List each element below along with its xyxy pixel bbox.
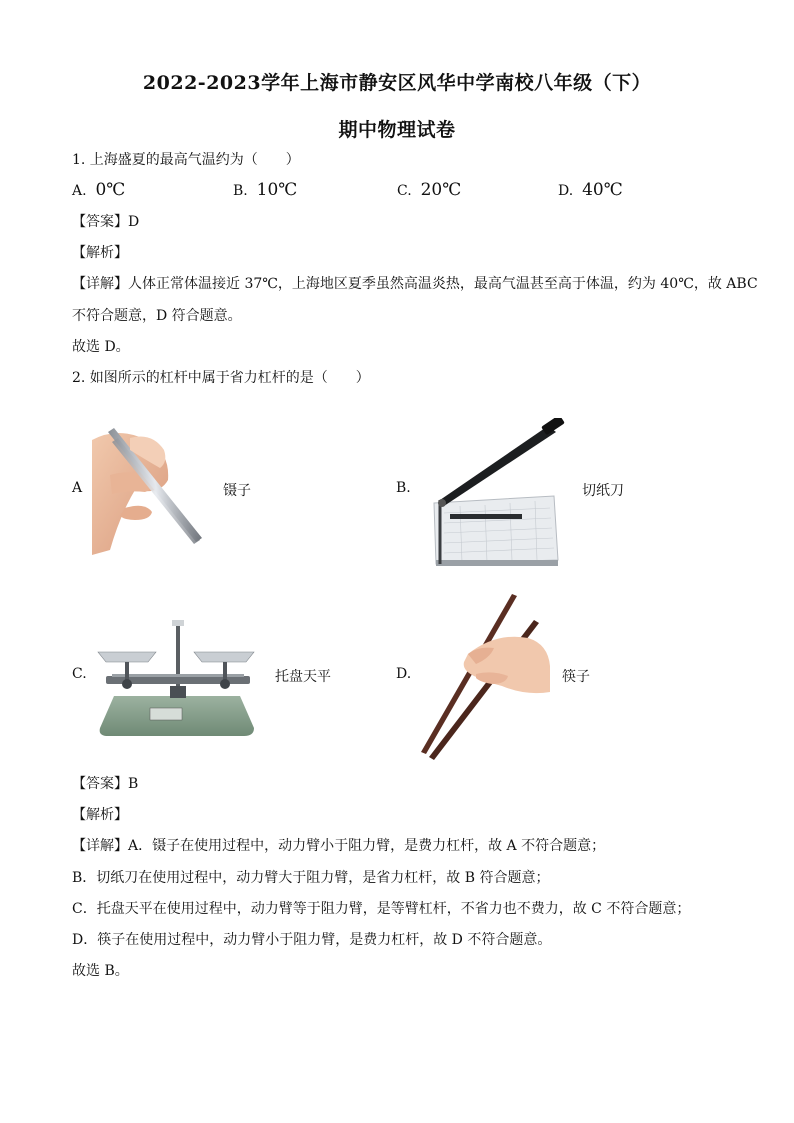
exam-title-line2: 期中物理试卷 xyxy=(338,119,456,141)
q2-option-b-caption: 切纸刀 xyxy=(582,483,624,499)
q1-option-d xyxy=(558,180,623,201)
q1-detail-line2: 不符合题意，D 符合题意。 xyxy=(72,308,242,324)
q2-conclusion: 故选 B。 xyxy=(72,963,129,979)
q2-stem: 2. 如图所示的杠杆中属于省力杠杆的是（ ） xyxy=(72,370,370,386)
q1-option-b xyxy=(233,180,297,201)
paper-cutter-image xyxy=(430,418,568,568)
q2-detail-line1: 【详解】A．镊子在使用过程中，动力臂小于阻力臂，是费力杠杆，故 A 不符合题意； xyxy=(72,838,606,854)
tweezers-image xyxy=(90,420,210,555)
q1-stem: 1. 上海盛夏的最高气温约为（ ） xyxy=(72,152,300,168)
q2-option-d-caption: 筷子 xyxy=(562,669,590,685)
balance-scale-image xyxy=(92,612,262,740)
q2-option-a-letter: A xyxy=(72,480,83,496)
q1-option-b-letter: B. xyxy=(233,183,248,199)
q2-detail-line3: C．托盘天平在使用过程中，动力臂等于阻力臂，是等臂杠杆，不省力也不费力，故 C 不符合题意； xyxy=(72,901,691,917)
q1-option-c-value: 20℃ xyxy=(420,180,462,200)
q1-option-c xyxy=(397,180,461,201)
q1-conclusion: 故选 D。 xyxy=(72,339,130,355)
q2-option-d-letter: D. xyxy=(396,666,412,682)
q1-option-d-letter: D. xyxy=(558,183,574,199)
q1-option-c-letter: C. xyxy=(397,183,412,199)
exam-title-line1: 2022-2023学年上海市静安区风华中学南校八年级（下） xyxy=(142,72,652,94)
q2-option-b-letter: B. xyxy=(396,480,411,496)
q2-detail-line4: D．筷子在使用过程中，动力臂小于阻力臂，是费力杠杆，故 D 不符合题意。 xyxy=(72,932,552,948)
q2-detail-line2: B．切纸刀在使用过程中，动力臂大于阻力臂，是省力杠杆，故 B 符合题意； xyxy=(72,870,550,886)
q1-option-a-value: 0℃ xyxy=(95,180,126,200)
q2-analysis-label: 【解析】 xyxy=(72,807,128,823)
q1-analysis-label: 【解析】 xyxy=(72,245,128,261)
q1-option-b-value: 10℃ xyxy=(256,180,298,200)
q1-option-a xyxy=(72,180,125,201)
q2-option-c-caption: 托盘天平 xyxy=(275,669,331,685)
q1-option-d-value: 40℃ xyxy=(582,180,623,200)
q2-option-c-letter: C. xyxy=(72,666,87,682)
q1-option-a-letter: A. xyxy=(72,183,87,199)
q1-answer: 【答案】D xyxy=(72,214,140,230)
q2-answer: 【答案】B xyxy=(72,776,139,792)
q2-option-a-caption: 镊子 xyxy=(223,483,251,499)
chopsticks-image xyxy=(416,594,550,760)
q1-detail-line1: 【详解】人体正常体温接近 37℃，上海地区夏季虽然高温炎热，最高气温甚至高于体温，约为 40℃，故 ABC xyxy=(72,276,758,292)
